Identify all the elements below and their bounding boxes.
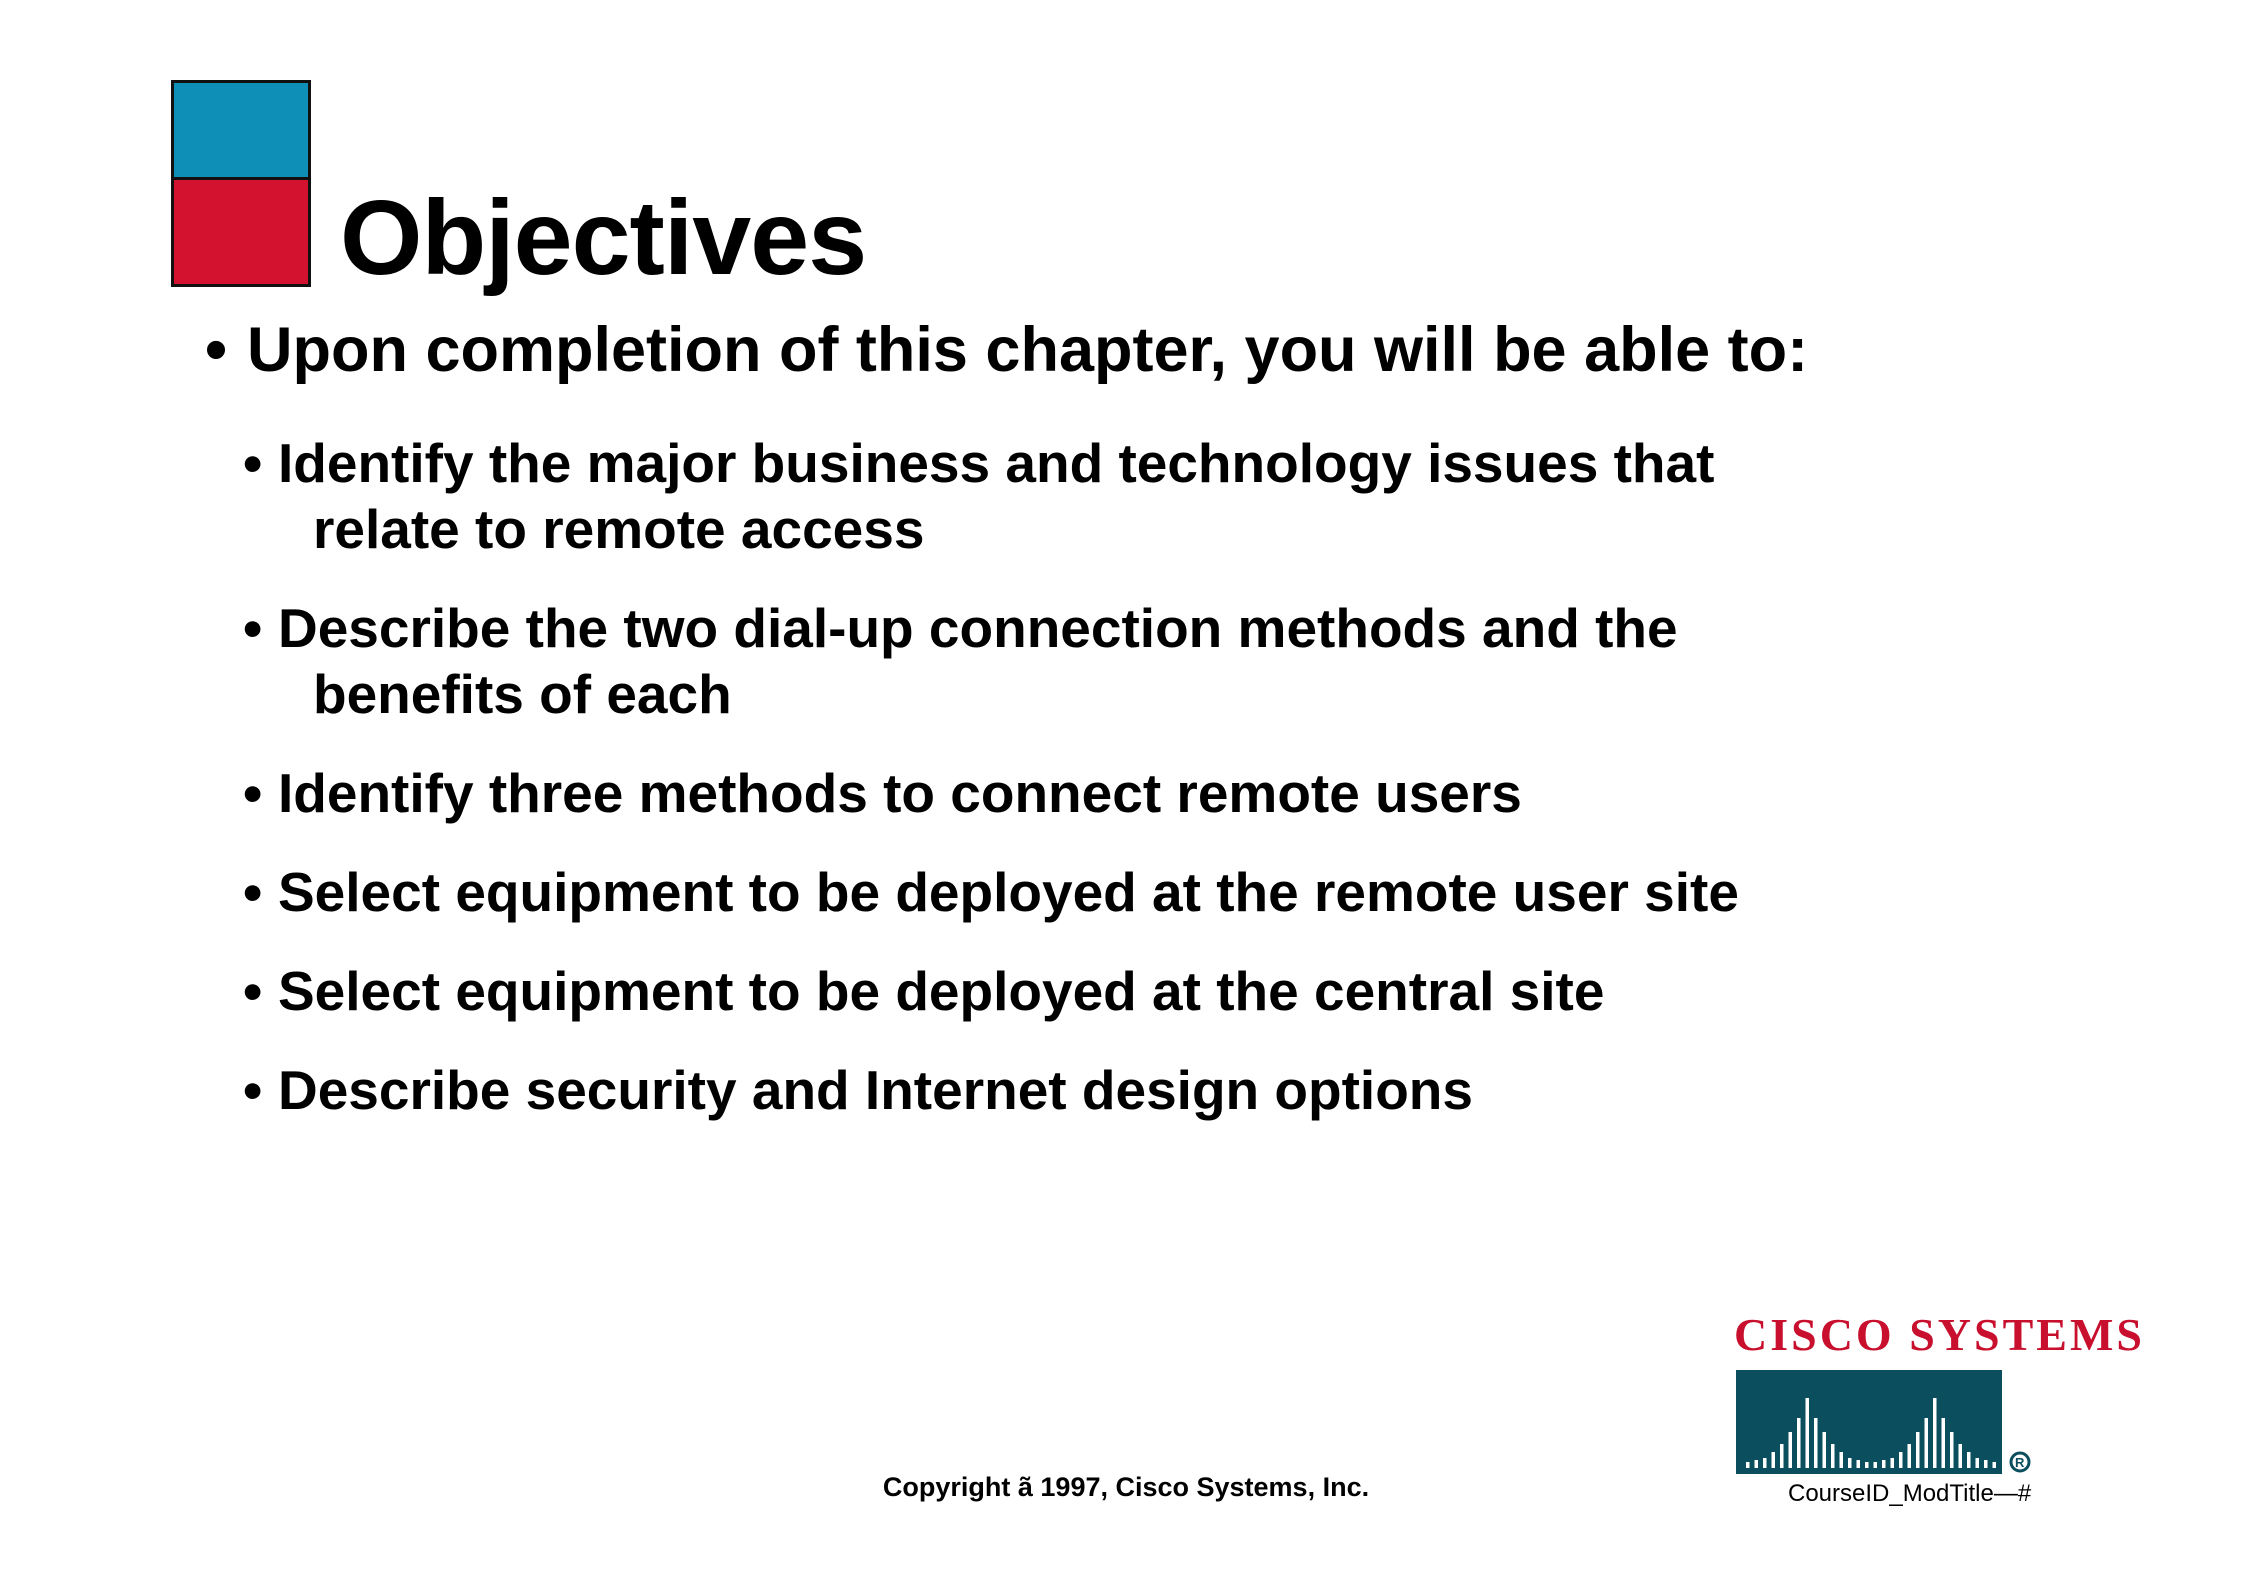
logo-bar — [1899, 1452, 1903, 1468]
logo-bar — [1933, 1398, 1937, 1468]
list-item — [243, 958, 1739, 1024]
list-item — [243, 430, 1739, 562]
logo-bar — [1780, 1444, 1784, 1468]
list-item-text: Describe security and Internet design options — [278, 1059, 1473, 1121]
logo-bar — [1831, 1444, 1835, 1468]
logo-bar — [1806, 1398, 1810, 1468]
course-id-label: CourseID_ModTitle—# — [1788, 1480, 2032, 1507]
logo-bar — [1840, 1452, 1844, 1468]
list-item-text: Identify the major business and technology issues that — [278, 432, 1715, 494]
logo-bar — [1746, 1462, 1750, 1468]
logo-bar — [1848, 1458, 1852, 1468]
logo-bar — [1772, 1452, 1776, 1468]
list-item — [243, 1057, 1739, 1123]
lead-bullet — [205, 314, 1808, 386]
cisco-bridge-icon — [1734, 1368, 2044, 1478]
logo-bar — [1874, 1462, 1878, 1468]
list-item — [243, 760, 1739, 826]
svg-text:R: R — [2015, 1455, 2025, 1470]
title-marker-top — [171, 80, 311, 180]
list-item-text: Select equipment to be deployed at the remote user site — [278, 861, 1739, 923]
logo-bar — [1925, 1418, 1929, 1468]
title-marker-bottom — [171, 177, 311, 287]
logo-bar — [1950, 1432, 1954, 1468]
logo-bar — [1755, 1460, 1759, 1468]
logo-bar — [1916, 1432, 1920, 1468]
logo-bar — [1789, 1432, 1793, 1468]
list-item-text: Identify three methods to connect remote users — [278, 762, 1522, 824]
list-item — [243, 595, 1739, 727]
logo-bar — [1857, 1460, 1861, 1468]
logo-bar — [1891, 1458, 1895, 1468]
bullet-dot: • — [205, 315, 228, 385]
logo-bar — [1908, 1444, 1912, 1468]
logo-bar — [1814, 1418, 1818, 1468]
objectives-list — [243, 430, 1739, 1156]
copyright-notice: Copyright ã 1997, Cisco Systems, Inc. — [882, 1472, 1370, 1502]
logo-bar — [1942, 1418, 1946, 1468]
logo-bar — [1823, 1432, 1827, 1468]
logo-bar — [1763, 1458, 1767, 1468]
list-item-text: Select equipment to be deployed at the central site — [278, 960, 1605, 1022]
lead-text: Upon completion of this chapter, you will be able to: — [247, 315, 1809, 385]
logo-bar — [1993, 1462, 1997, 1468]
logo-bar — [1984, 1460, 1988, 1468]
logo-bar — [1967, 1452, 1971, 1468]
cisco-systems-logo — [1734, 1309, 2145, 1478]
slide-title: Objectives — [340, 179, 867, 297]
logo-bar — [1882, 1460, 1886, 1468]
list-item-continuation: benefits of each — [313, 663, 732, 725]
list-item — [243, 859, 1739, 925]
logo-bar — [1976, 1458, 1980, 1468]
list-item-text: Describe the two dial-up connection methods and the — [278, 597, 1678, 659]
logo-bar — [1959, 1444, 1963, 1468]
logo-bar — [1865, 1462, 1869, 1468]
logo-wordmark: CISCO SYSTEMS — [1734, 1309, 2145, 1360]
list-item-continuation: relate to remote access — [313, 498, 925, 560]
logo-bar — [1797, 1418, 1801, 1468]
